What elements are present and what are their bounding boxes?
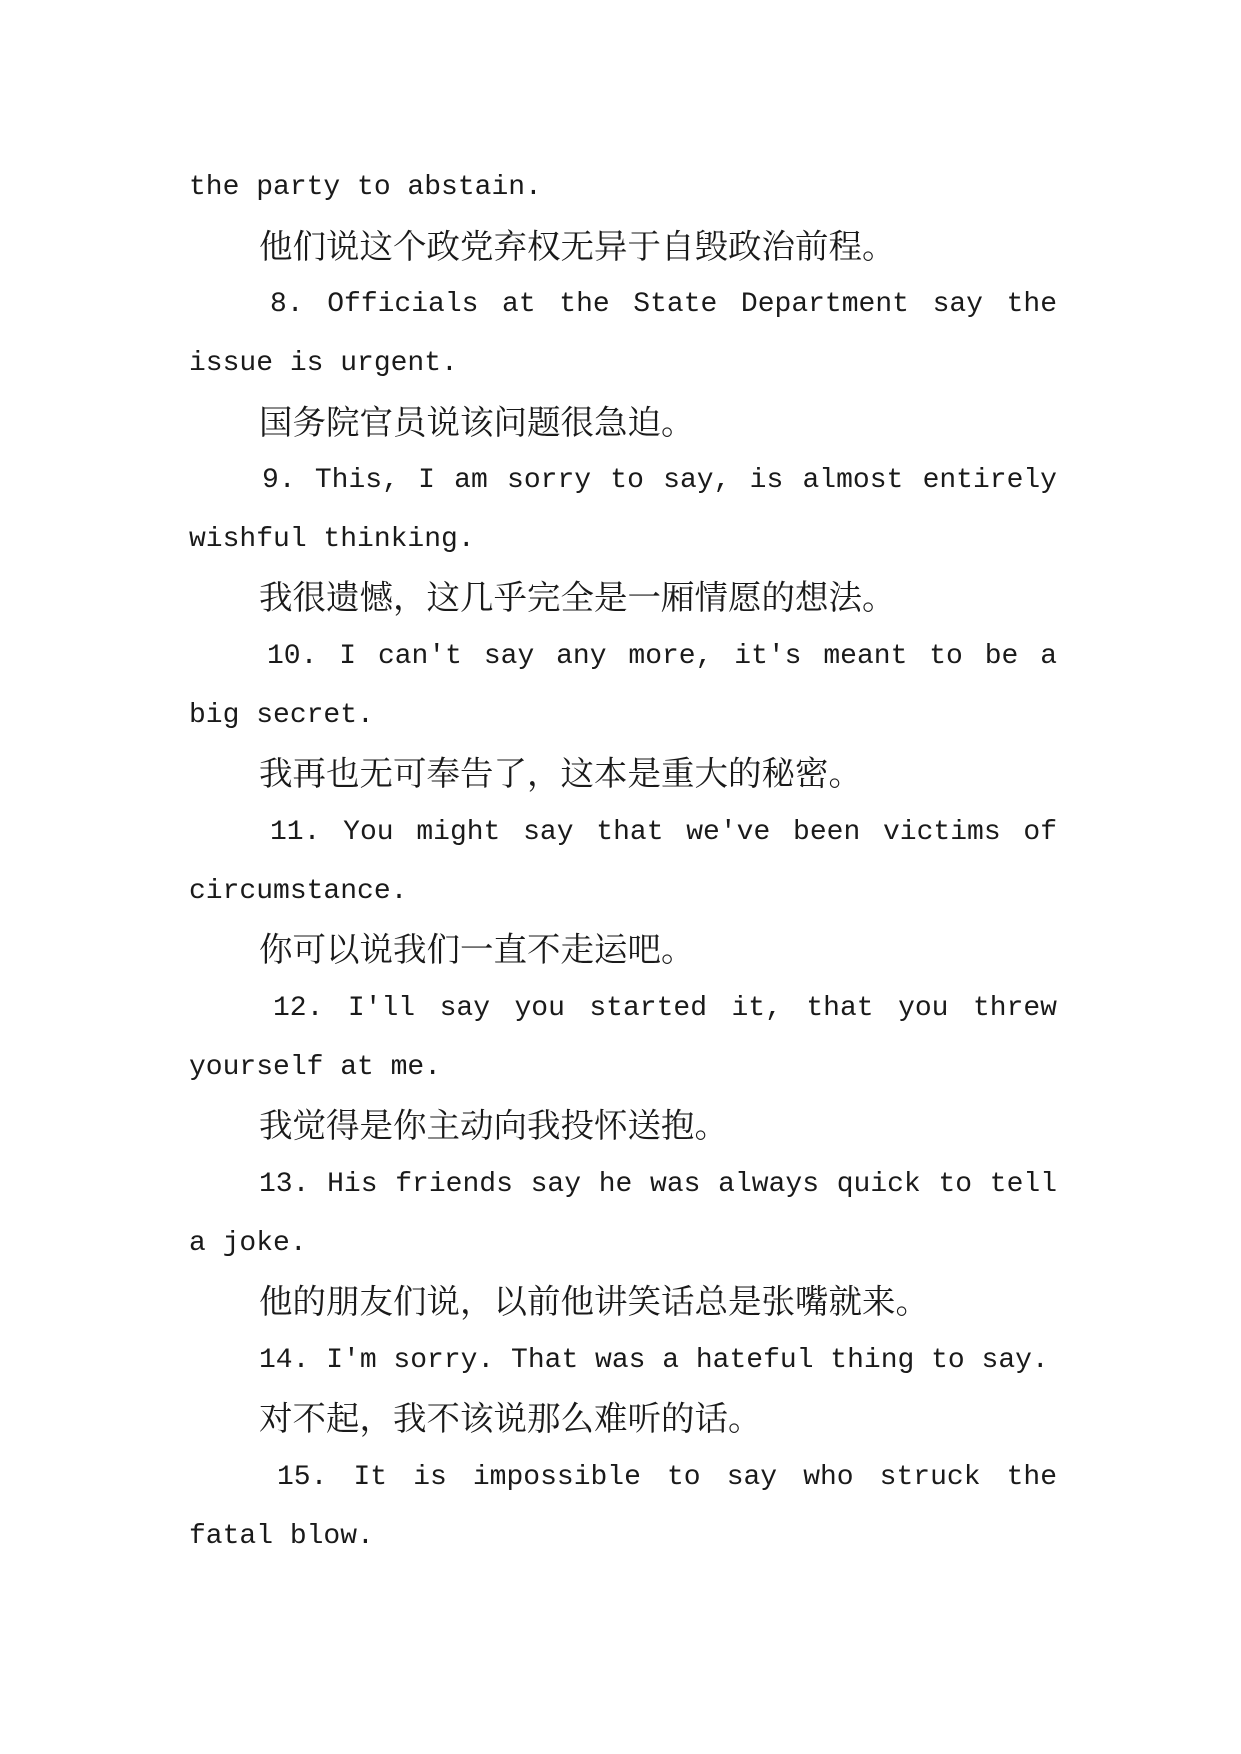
sentence-12-chinese: 我觉得是你主动向我投怀送抱。 bbox=[259, 1106, 728, 1146]
sentence-10-english-line-2: big secret. bbox=[189, 699, 374, 731]
sentence-15-english-line-1: 15. It is impossible to say who struck the bbox=[277, 1462, 1057, 1494]
sentence-10-english-line-1: 10. I can't say any more, it's meant to be a bbox=[267, 641, 1057, 673]
sentence-12-english-line-2: yourself at me. bbox=[189, 1051, 442, 1083]
sentence-8-english-line-1: 8. Officials at the State Department say the bbox=[270, 289, 1057, 321]
document-body bbox=[189, 159, 1057, 1566]
sentence-12-english-line-1: 12. I'll say you started it, that you threw bbox=[273, 992, 1057, 1024]
sentence-7-english-line-2: the party to abstain. bbox=[189, 172, 542, 203]
sentence-14-chinese: 对不起，我不该说那么难听的话。 bbox=[259, 1399, 762, 1439]
sentence-9-english-line-2: wishful thinking. bbox=[189, 523, 475, 555]
sentence-13-english-line-1: 13. His friends say he was always quick to tell bbox=[259, 1168, 1057, 1200]
sentence-10-chinese: 我再也无可奉告了，这本是重大的秘密。 bbox=[259, 754, 862, 794]
sentence-11-chinese: 你可以说我们一直不走运吧。 bbox=[259, 930, 695, 970]
sentence-15-english-line-2: fatal blow. bbox=[189, 1520, 374, 1552]
sentence-7-chinese: 他们说这个政党弃权无异于自毁政治前程。 bbox=[259, 226, 896, 266]
sentence-9-chinese: 我很遗憾，这几乎完全是一厢情愿的想法。 bbox=[259, 578, 896, 618]
sentence-11-english-line-1: 11. You might say that we've been victims of bbox=[270, 817, 1057, 849]
sentence-9-english-line-1: 9. This, I am sorry to say, is almost entirely bbox=[262, 465, 1057, 497]
sentence-13-chinese: 他的朋友们说，以前他讲笑话总是张嘴就来。 bbox=[259, 1282, 929, 1322]
sentence-8-chinese: 国务院官员说该问题很急迫。 bbox=[259, 402, 695, 442]
sentence-8-english-line-2: issue is urgent. bbox=[189, 347, 458, 379]
sentence-14-english-line-1: 14. I'm sorry. That was a hateful thing to say. bbox=[259, 1344, 1049, 1376]
sentence-13-english-line-2: a joke. bbox=[189, 1227, 307, 1259]
sentence-11-english-line-2: circumstance. bbox=[189, 875, 408, 907]
